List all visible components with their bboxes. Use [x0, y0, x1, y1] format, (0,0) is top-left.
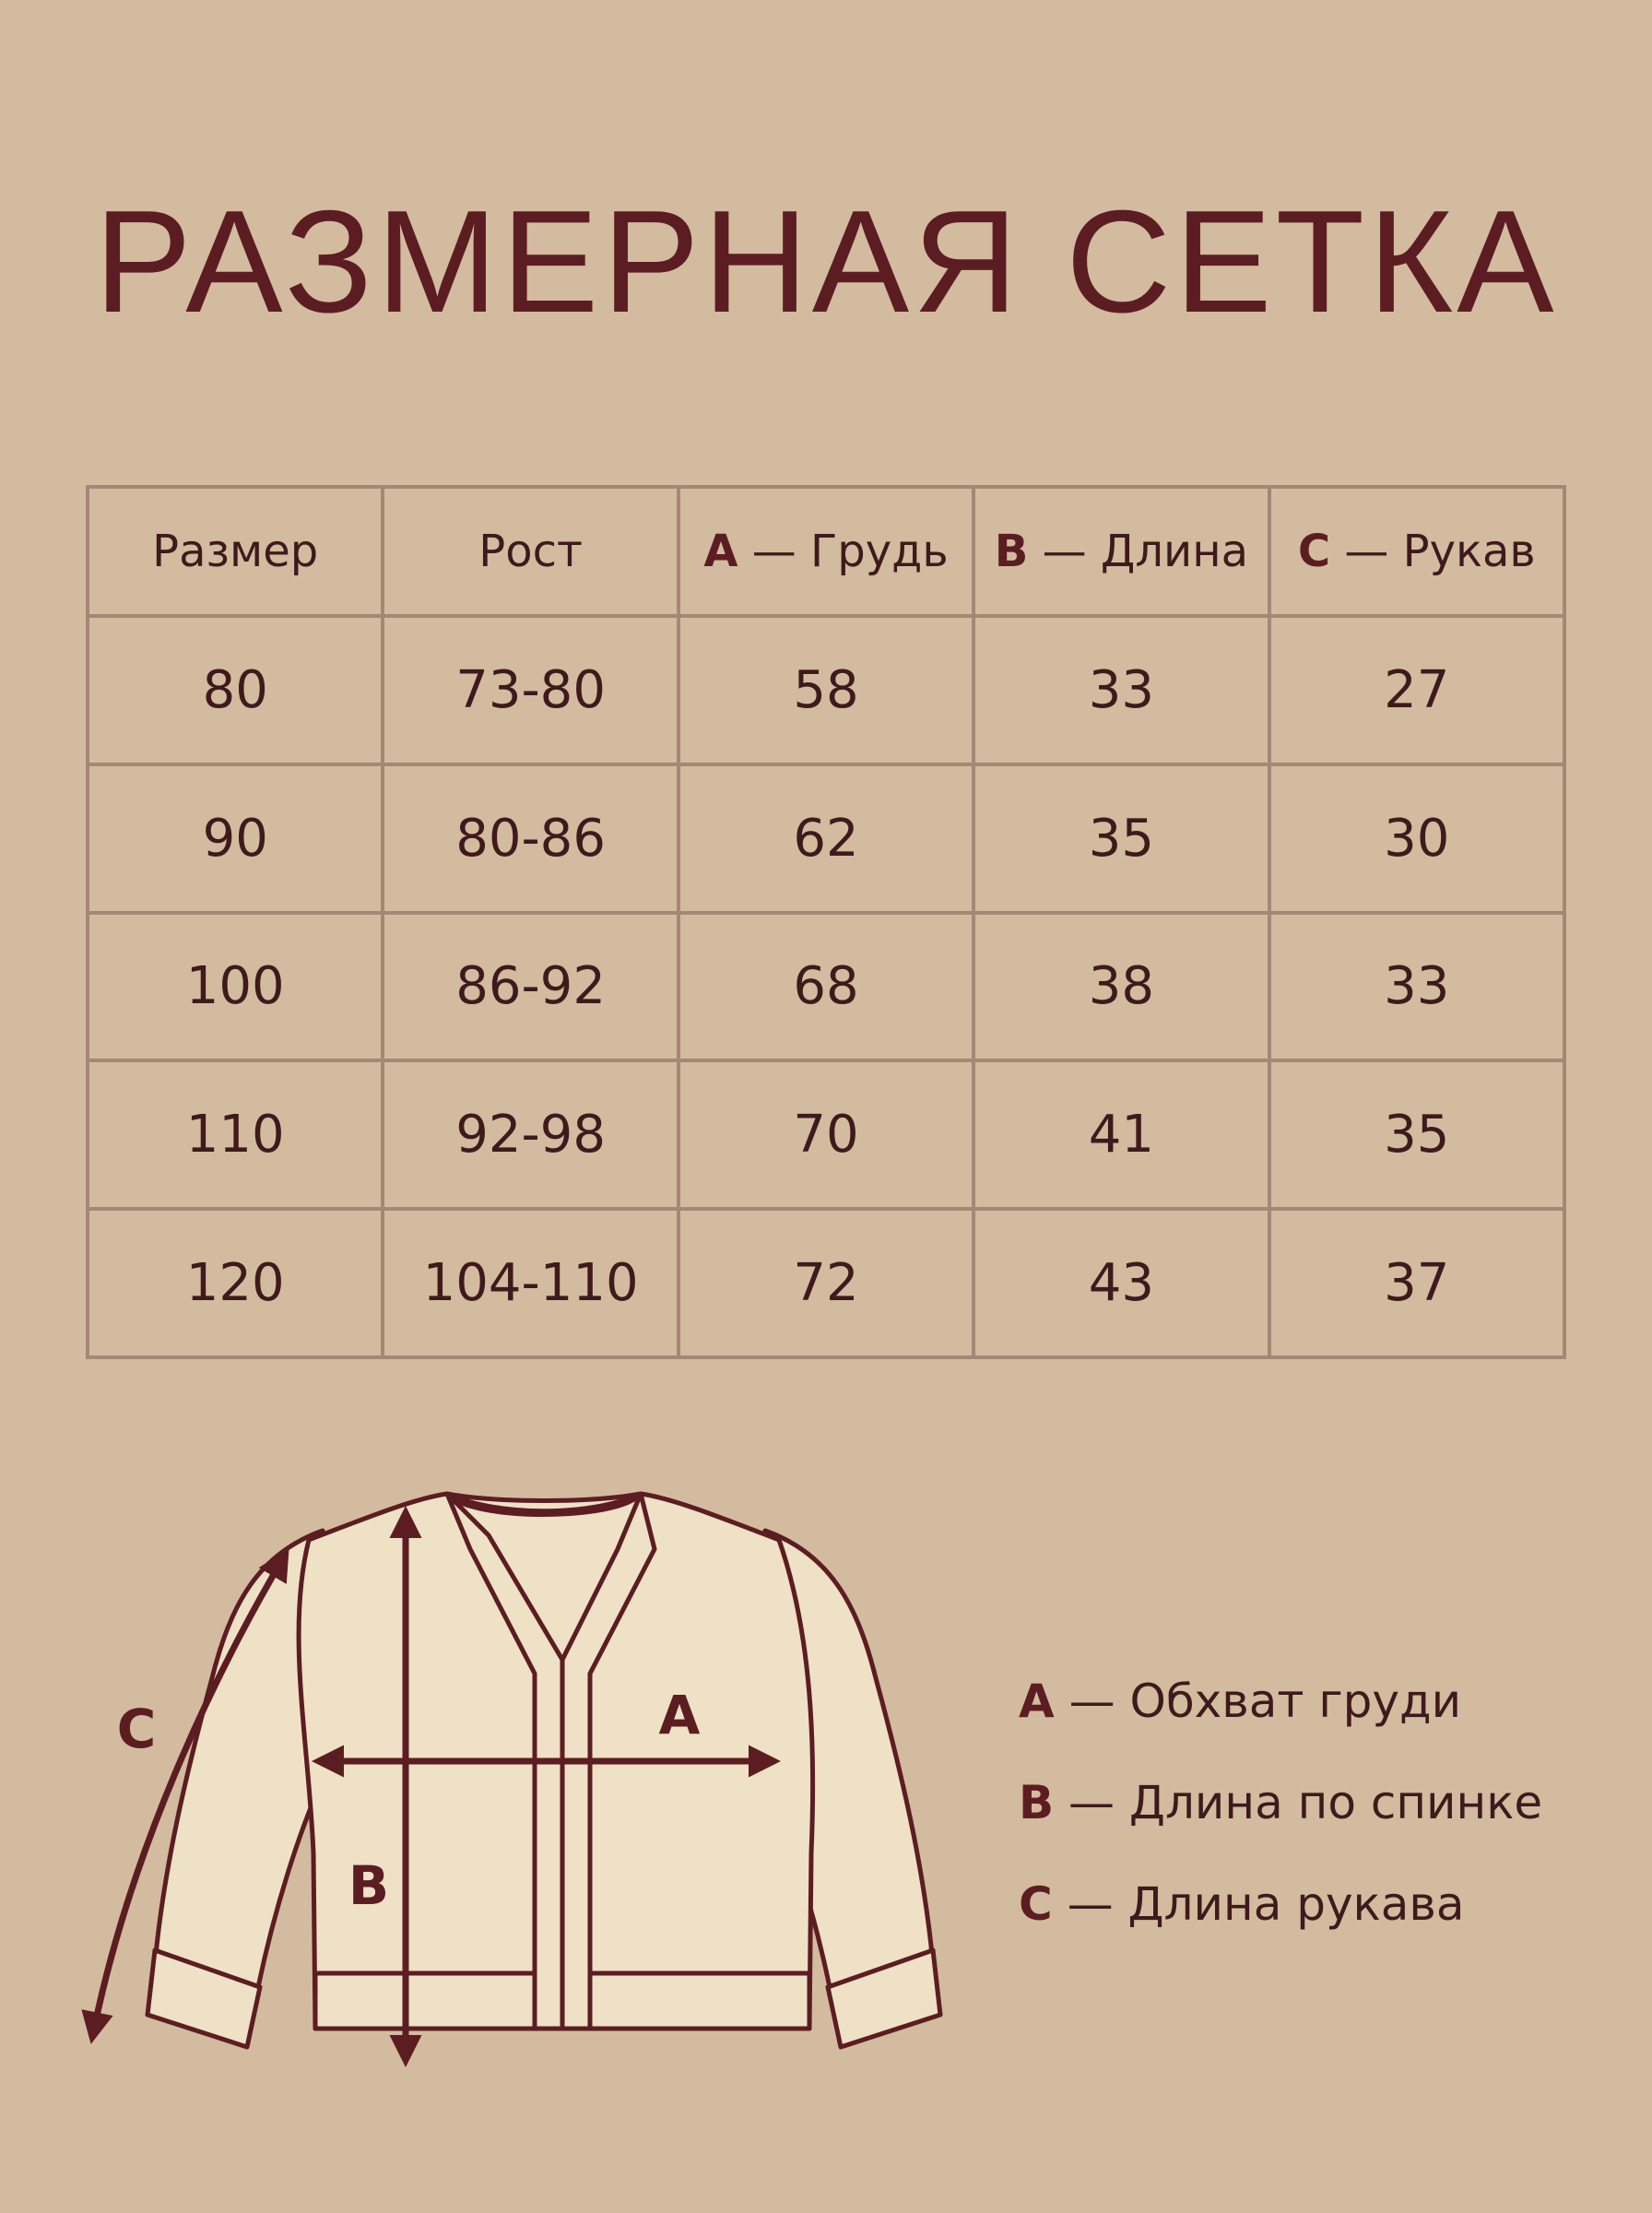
table-cell: 110 — [88, 1060, 383, 1209]
table-cell: 33 — [974, 616, 1268, 764]
header-cell-length: B — Длина — [974, 487, 1268, 616]
table-cell: 62 — [678, 764, 974, 913]
table-cell: 100 — [88, 913, 383, 1061]
table-cell: 92-98 — [383, 1060, 678, 1209]
table-cell: 37 — [1269, 1209, 1564, 1357]
size-table — [86, 485, 1566, 1359]
page-title: РАЗМЕРНАЯ СЕТКА — [94, 181, 1558, 343]
table-cell: 30 — [1269, 764, 1564, 913]
cardigan-diagram — [65, 1466, 968, 2112]
table-cell: 58 — [678, 616, 974, 764]
table-row — [88, 1209, 1564, 1357]
table-row — [88, 764, 1564, 913]
table-row — [88, 913, 1564, 1061]
letter-b: B — [994, 525, 1029, 577]
table-cell: 120 — [88, 1209, 383, 1357]
diagram-label-b: B — [348, 1854, 390, 1917]
letter-c: C — [1297, 525, 1331, 577]
table-cell: 80 — [88, 616, 383, 764]
legend-item-a: A — Обхват груди — [1019, 1675, 1462, 1728]
header-cell-chest: A — Грудь — [678, 487, 974, 616]
measurement-legend — [1019, 1651, 1542, 1955]
table-cell: 86-92 — [383, 913, 678, 1061]
legend-item-c: C — Длина рукава — [1019, 1877, 1465, 1931]
table-cell: 27 — [1269, 616, 1564, 764]
table-cell: 73-80 — [383, 616, 678, 764]
header-cell-sleeve: C — Рукав — [1269, 487, 1564, 616]
table-cell: 90 — [88, 764, 383, 913]
table-cell: 38 — [974, 913, 1268, 1061]
table-cell: 43 — [974, 1209, 1268, 1357]
legend-item-b: B — Длина по спинке — [1019, 1776, 1543, 1829]
table-cell: 41 — [974, 1060, 1268, 1209]
table-cell: 104-110 — [383, 1209, 678, 1357]
table-cell: 80-86 — [383, 764, 678, 913]
header-cell-size: Размер — [88, 487, 383, 616]
table-cell: 70 — [678, 1060, 974, 1209]
diagram-label-c: C — [116, 1698, 157, 1760]
table-row — [88, 616, 1564, 764]
diagram-label-a: A — [658, 1684, 701, 1746]
table-cell: 35 — [1269, 1060, 1564, 1209]
table-cell: 68 — [678, 913, 974, 1061]
letter-a: A — [703, 525, 738, 577]
table-cell: 72 — [678, 1209, 974, 1357]
table-cell: 35 — [974, 764, 1268, 913]
table-cell: 33 — [1269, 913, 1564, 1061]
table-row — [88, 1060, 1564, 1209]
table-header-row — [88, 487, 1564, 616]
header-cell-height: Рост — [383, 487, 678, 616]
